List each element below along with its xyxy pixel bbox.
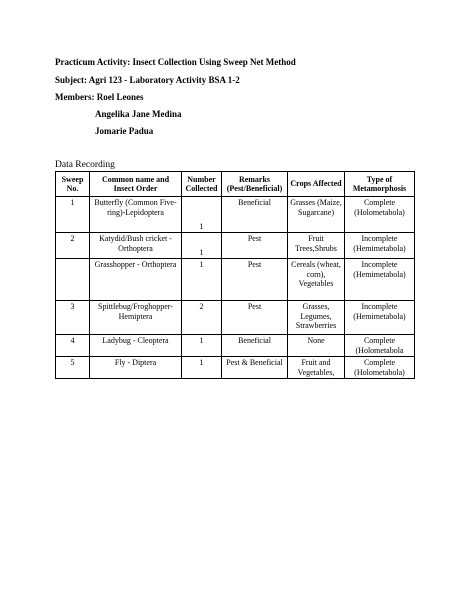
member-name: Angelika Jane Medina [95, 109, 182, 119]
table-row [56, 335, 415, 357]
cell-remarks: Pest & Beneficial [222, 357, 288, 379]
cell-metamorphosis: Incomplete (Hemimetabola) [345, 233, 415, 259]
table-row [56, 259, 415, 301]
cell-crops: None [288, 335, 345, 357]
cell-metamorphosis: Incomplete (Hemimetabola) [345, 301, 415, 335]
cell-crops: Grasses (Maize, Sugarcane) [288, 197, 345, 233]
members-line: Members: Roel Leones [55, 92, 144, 102]
subject-line: Subject: Agri 123 - Laboratory Activity BSA 1-2 [55, 75, 240, 85]
cell-sweep [56, 259, 90, 301]
column-header: Sweep No. [56, 172, 90, 197]
cell-number: 1 [182, 259, 222, 301]
column-header: Remarks (Pest/Beneficial) [222, 172, 288, 197]
table-row [56, 233, 415, 259]
cell-remarks: Beneficial [222, 197, 288, 233]
column-header: Type of Metamorphosis [345, 172, 415, 197]
table-row [56, 357, 415, 379]
cell-remarks: Pest [222, 259, 288, 301]
section-title: Data Recording [55, 160, 115, 170]
cell-name: Butterfly (Common Five-ring)-Lepidoptera [90, 197, 182, 233]
cell-number: 1 [182, 335, 222, 357]
cell-name: Grasshopper - Orthoptera [90, 259, 182, 301]
table-row [56, 301, 415, 335]
cell-name: Spittlebug/Froghopper-Hemiptera [90, 301, 182, 335]
cell-name: Fly - Diptera [90, 357, 182, 379]
cell-metamorphosis: Complete (Holometabola) [345, 197, 415, 233]
cell-name: Katydid/Bush cricket - Orthoptera [90, 233, 182, 259]
cell-name: Ladybug - Cleoptera [90, 335, 182, 357]
column-header: Crops Affected [288, 172, 345, 197]
cell-sweep: 3 [56, 301, 90, 335]
table-row [56, 197, 415, 233]
cell-number: 1 [182, 233, 222, 259]
cell-sweep: 5 [56, 357, 90, 379]
cell-sweep: 2 [56, 233, 90, 259]
cell-remarks: Beneficial [222, 335, 288, 357]
cell-remarks: Pest [222, 301, 288, 335]
data-recording-table [55, 171, 415, 379]
cell-crops: Cereals (wheat, corn), Vegetables [288, 259, 345, 301]
cell-number: 1 [182, 197, 222, 233]
cell-crops: Grasses, Legumes, Strawberries [288, 301, 345, 335]
member-name: Jomarie Padua [95, 126, 154, 136]
cell-remarks: Pest [222, 233, 288, 259]
column-header: Common name and Insect Order [90, 172, 182, 197]
cell-sweep: 1 [56, 197, 90, 233]
cell-number: 1 [182, 357, 222, 379]
cell-metamorphosis: Complete (Holometabola) [345, 357, 415, 379]
cell-crops: Fruit Trees,Shrubs [288, 233, 345, 259]
column-header: Number Collected [182, 172, 222, 197]
table-header-row [56, 172, 415, 197]
cell-metamorphosis: Complete (Holometabola [345, 335, 415, 357]
cell-crops: Fruit and Vegetables, [288, 357, 345, 379]
activity-title: Practicum Activity: Insect Collection Using Sweep Net Method [55, 57, 296, 67]
cell-metamorphosis: Incomplete (Hemimetabola) [345, 259, 415, 301]
cell-sweep: 4 [56, 335, 90, 357]
cell-number: 2 [182, 301, 222, 335]
